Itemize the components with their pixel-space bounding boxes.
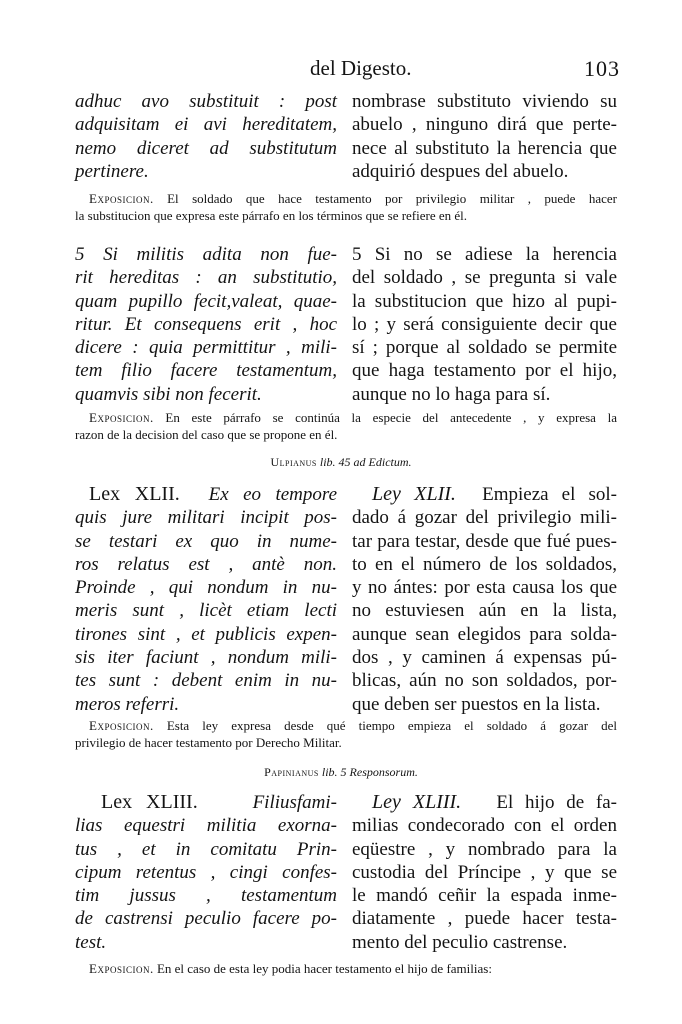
spanish-line: nece al substituto la herencia que (352, 137, 617, 159)
exposicion-text: El soldado que hace testamento por privilegio militar , puede hacer (167, 191, 617, 206)
spanish-line: tar para testar, desde que fué pues- (352, 530, 617, 552)
exposicion-line (75, 409, 617, 426)
exposicion-2 (75, 409, 617, 443)
exposicion-1 (75, 190, 617, 224)
latin-line: test. (75, 931, 107, 953)
latin-line: 5 Si militis adita non fue- (75, 244, 337, 265)
exposicion-text: En este párrafo se continúa la especie del antecedente , y expresa la (165, 410, 618, 425)
spanish-line: to en el número de los soldados, (352, 553, 617, 575)
spanish-line: mento del peculio castrense. (352, 931, 568, 953)
exposicion-line: privilegio de hacer testamento por Derecho Militar. (75, 735, 342, 750)
exposicion-line (75, 717, 617, 734)
spanish-line: aunque sean elegidos para solda- (352, 623, 617, 645)
exposicion-text: Esta ley expresa desde qué tiempo empieza el soldado á gozar del (166, 718, 617, 733)
spanish-column (352, 483, 617, 716)
spanish-column (352, 791, 617, 954)
exposicion-line (75, 960, 617, 977)
spanish-line: diatamente , puede hacer testa- (352, 908, 617, 930)
spanish-line: adquirió despues del abuelo. (352, 160, 569, 182)
exposicion-line (75, 190, 617, 207)
latin-line: adhuc avo substituit : post (75, 91, 337, 112)
latin-line: nemo diceret ad substitutum (75, 137, 337, 159)
exposicion-line: razon de la decision del caso que se propone en él. (75, 427, 338, 442)
latin-line: tirones sint , et publicis expen- (75, 623, 337, 645)
spanish-text: Empieza el sol- (482, 484, 617, 505)
exposicion-label: Exposicion. (89, 718, 154, 733)
page-number: 103 (584, 56, 620, 81)
latin-text: Ex eo tempore (208, 484, 338, 505)
latin-line: meros referri. (75, 693, 180, 715)
spanish-line: milias condecorado con el orden (352, 815, 617, 837)
lex-heading: Lex XLIII. (101, 791, 198, 813)
source-work: lib. 45 ad Edictum. (319, 455, 412, 469)
spanish-line (352, 791, 617, 814)
spanish-line: lo ; y será consiguiente decir que (352, 313, 617, 335)
spanish-line: dos , y caminen á expensas pú- (352, 647, 617, 669)
latin-line: tem filio facere testamentum, (75, 360, 337, 382)
spanish-line: nombrase substituto viviendo su (352, 91, 617, 112)
ley-heading: Ley XLIII. (372, 791, 462, 813)
running-title: del Digesto. (310, 56, 412, 80)
latin-line: meris sunt , licèt etiam lecti (75, 600, 337, 622)
latin-line: se testari ex quo in nume- (75, 530, 337, 552)
latin-line: Proinde , qui nondum in nu- (75, 577, 337, 599)
exposicion-line: la substitucion que expresa este párrafo en los términos que se refiere en él. (75, 208, 468, 223)
latin-column (75, 791, 337, 954)
spanish-line: le mandó ceñir la espada inme- (352, 885, 617, 907)
spanish-line: del soldado , se pregunta si vale (352, 267, 617, 289)
lex-heading: Lex XLII. (89, 483, 180, 505)
spanish-line: eqüestre , y nombrado para la (352, 838, 617, 860)
latin-line: lias equestri militia exorna- (75, 815, 337, 837)
spanish-line (352, 483, 617, 506)
latin-line: pertinere. (75, 160, 149, 182)
spanish-line: blicas, aún no son soldados, por- (352, 670, 617, 692)
latin-column (75, 243, 337, 406)
latin-line: de castrensi peculio facere po- (75, 908, 337, 930)
spanish-line: 5 Si no se adiese la herencia (352, 244, 617, 265)
spanish-line: que haga testamento por el hijo, (352, 360, 617, 382)
exposicion-4 (75, 960, 617, 977)
source-author: Papinianus (264, 765, 319, 779)
latin-line: dicere : quia permittitur , mili- (75, 337, 337, 359)
source-citation-2 (0, 765, 682, 780)
spanish-line: abuelo , ninguno dirá que perte- (352, 114, 617, 136)
spanish-line: custodia del Príncipe , y que se (352, 861, 617, 883)
spanish-line: y no ántes: por esta causa los que (352, 577, 617, 599)
exposicion-label: Exposicion. (89, 191, 154, 206)
latin-line: ritur. Et consequens erit , hoc (75, 313, 337, 335)
latin-line (75, 791, 337, 814)
source-author: Ulpianus (270, 455, 317, 469)
spanish-line: aunque no lo haga para sí. (352, 383, 551, 405)
latin-line: ros relatus est , antè non. (75, 553, 337, 575)
latin-line: tim jussus , testamentum (75, 885, 337, 907)
latin-text: Filiusfami- (252, 792, 338, 813)
latin-line (75, 483, 337, 506)
latin-line: tes sunt : debent enim in nu- (75, 670, 337, 692)
source-work: lib. 5 Responsorum. (321, 765, 418, 779)
spanish-line: que deben ser puestos en la lista. (352, 693, 601, 715)
exposicion-label: Exposicion. (89, 961, 154, 976)
spanish-column (352, 90, 617, 183)
ley-heading: Ley XLII. (372, 483, 456, 505)
spanish-line: no estuviesen aún en la lista, (352, 600, 617, 622)
latin-line: tus , et in comitatu Prin- (75, 838, 337, 860)
latin-line: adquisitam ei avi hereditatem, (75, 114, 337, 136)
latin-line: quis jure militari incipit pos- (75, 507, 337, 529)
latin-line: sis iter faciunt , nondum mili- (75, 647, 337, 669)
latin-column (75, 90, 337, 183)
source-citation-1 (0, 455, 682, 470)
page-header (0, 56, 682, 86)
exposicion-label: Exposicion. (89, 410, 154, 425)
spanish-line: sí ; porque al soldado se permite (352, 337, 617, 359)
latin-line: rit hereditas : an substitutio, (75, 267, 337, 289)
latin-line: cipum retentus , cingi confes- (75, 861, 337, 883)
exposicion-3 (75, 717, 617, 751)
spanish-text: El hijo de fa- (496, 792, 618, 813)
exposicion-text: En el caso de esta ley podia hacer testamento el hijo de familias: (156, 961, 492, 976)
spanish-line: dado á gozar del privilegio mili- (352, 507, 617, 529)
spanish-column (352, 243, 617, 406)
latin-column (75, 483, 337, 716)
latin-line: quam pupillo fecit,valeat, quae- (75, 290, 337, 312)
latin-line: quamvis sibi non fecerit. (75, 383, 262, 405)
spanish-line: la substitucion que hizo al pupi- (352, 290, 617, 312)
